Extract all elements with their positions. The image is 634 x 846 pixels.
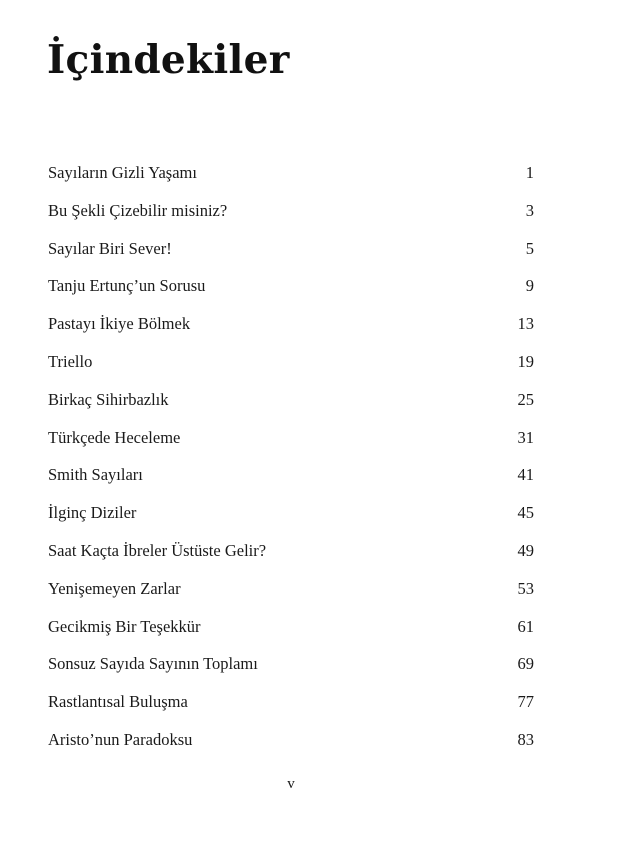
- toc-entry-title: Saat Kaçta İbreler Üstüste Gelir?: [48, 540, 267, 560]
- toc-entry: [48, 192, 534, 230]
- toc-entry: [48, 230, 534, 268]
- toc-entry-title: Tanju Ertunç’un Sorusu: [48, 276, 206, 296]
- toc-entry: [48, 305, 534, 343]
- toc-entry-title: Aristo’nun Paradoksu: [48, 729, 193, 749]
- page-number: v: [287, 776, 295, 792]
- toc-entry-title: Birkaç Sihirbazlık: [48, 389, 169, 409]
- toc-entry-title: Sonsuz Sayıda Sayının Toplamı: [48, 654, 258, 674]
- toc-entry-title: Türkçede Heceleme: [48, 427, 181, 447]
- toc-entry-page: 13: [517, 314, 534, 334]
- toc-entry-title: Gecikmiş Bir Teşekkür: [48, 616, 201, 636]
- toc-entry-page: 3: [525, 200, 534, 220]
- toc-entry-title: Pastayı İkiye Bölmek: [48, 314, 191, 334]
- toc-entry: [48, 154, 534, 192]
- toc-entry: [48, 419, 534, 457]
- toc-entry: [48, 721, 534, 759]
- toc-entry-title: Yenişemeyen Zarlar: [48, 578, 181, 598]
- toc-entry-page: 77: [517, 692, 534, 712]
- toc-entry-page: 49: [517, 540, 534, 560]
- toc-entry-page: 41: [517, 465, 534, 485]
- toc-entry-title: Smith Sayıları: [48, 465, 143, 485]
- toc-entry-page: 9: [525, 276, 534, 296]
- toc-entry-page: 61: [517, 616, 534, 636]
- toc-entry-title: Rastlantısal Buluşma: [48, 692, 188, 712]
- toc-entry-title: Sayılar Biri Sever!: [48, 238, 172, 258]
- toc-entry: [48, 456, 534, 494]
- toc-entry: [48, 570, 534, 608]
- table-of-contents: [48, 154, 534, 759]
- toc-entry: [48, 683, 534, 721]
- toc-entry-title: Triello: [48, 351, 93, 371]
- toc-entry-page: 69: [517, 654, 534, 674]
- toc-entry-page: 31: [517, 427, 534, 447]
- toc-entry: [48, 532, 534, 570]
- toc-entry-page: 1: [525, 163, 534, 182]
- toc-entry: [48, 494, 534, 532]
- toc-entry-title: Sayıların Gizli Yaşamı: [48, 163, 197, 182]
- page-title: İçindekiler: [47, 37, 290, 83]
- toc-entry: [48, 343, 534, 381]
- toc-entry-page: 5: [525, 238, 534, 258]
- toc-entry-page: 25: [517, 389, 534, 409]
- toc-entry: [48, 267, 534, 305]
- toc-entry-page: 83: [517, 729, 534, 749]
- toc-entry-page: 53: [517, 578, 534, 598]
- toc-entry: [48, 608, 534, 646]
- toc-entry: [48, 645, 534, 683]
- toc-entry-page: 19: [517, 351, 534, 371]
- toc-entry-title: Bu Şekli Çizebilir misiniz?: [48, 200, 228, 220]
- toc-entry: [48, 381, 534, 419]
- toc-entry-title: İlginç Diziler: [48, 503, 137, 523]
- toc-entry-page: 45: [517, 503, 534, 523]
